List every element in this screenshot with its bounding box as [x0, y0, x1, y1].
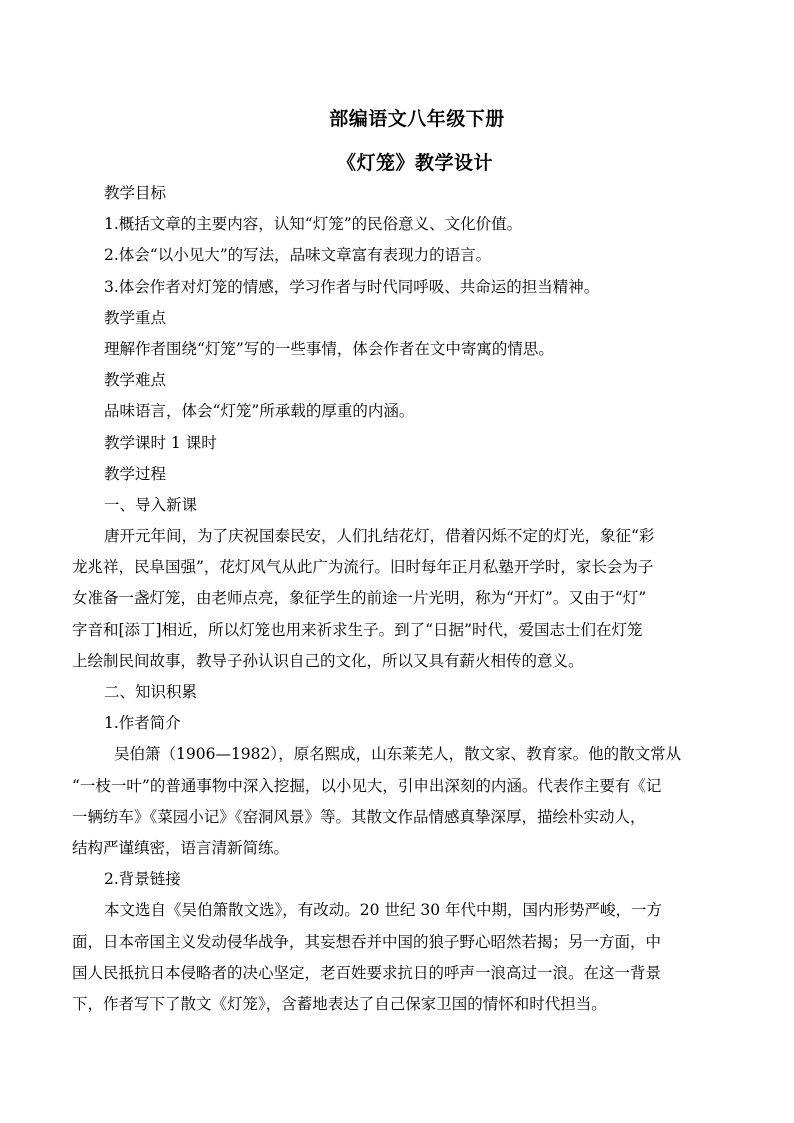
author-paragraph-line: 结构严谨缜密，语言清新简练。 — [72, 838, 290, 857]
section-heading-key-points: 教学重点 — [104, 308, 167, 327]
background-paragraph-line: 本文选自《吴伯箫散文选》，有改动。20 世纪 30 年代中期，国内形势严峻，一方 — [104, 901, 662, 920]
subsection-heading-intro: 一、导入新课 — [104, 495, 198, 514]
intro-paragraph-line: 女准备一盏灯笼，由老师点亮，象征学生的前途一片光明，称为“开灯”。又由于“灯” — [72, 589, 647, 608]
goal-item-2: 2.体会“以小见大”的写法，品味文章富有表现力的语言。 — [104, 246, 492, 265]
subsection-heading-knowledge: 二、知识积累 — [104, 683, 198, 701]
key-points-text: 理解作者围绕“灯笼”写的一些事情，体会作者在文中寄寓的情思。 — [104, 339, 554, 358]
item-heading-background: 2.背景链接 — [104, 870, 181, 889]
section-heading-process: 教学过程 — [104, 464, 167, 483]
intro-paragraph-line: 唐开元年间，为了庆祝国泰民安，人们扎结花灯，借着闪烁不定的灯光，象征“彩 — [104, 527, 655, 546]
background-paragraph-line: 国人民抵抗日本侵略者的决心坚定，老百姓要求抗日的呼声一浪高过一浪。在这一背景 — [72, 963, 662, 982]
document-title: 部编语文八年级下册 — [329, 108, 505, 130]
goal-item-3: 3.体会作者对灯笼的情感，学习作者与时代同呼吸、共命运的担当精神。 — [104, 277, 600, 296]
section-heading-goals: 教学目标 — [104, 184, 167, 202]
section-heading-difficulties: 教学难点 — [104, 371, 167, 390]
difficulties-text: 品味语言，体会“灯笼”所承载的厚重的内涵。 — [104, 402, 415, 421]
document-body — [72, 178, 724, 1020]
intro-paragraph-line: 龙兆祥，民阜国强”，花灯风气从此广为流行。旧时每年正月私塾开学时，家长会为子 — [72, 558, 654, 577]
item-heading-author: 1.作者简介 — [104, 714, 181, 733]
background-paragraph-line: 下，作者写下了散文《灯笼》，含蓄地表达了自己保家卫国的情怀和时代担当。 — [72, 994, 607, 1013]
author-paragraph-line: 一辆纺车》《菜园小记》《窑洞风景》等。其散文作品情感真挚深厚，描绘朴实动人， — [72, 807, 646, 826]
author-paragraph-line: “一枝一叶”的普通事物中深入挖掘，以小见大，引申出深刻的内涵。代表作主要有《记 — [72, 776, 662, 795]
intro-paragraph-line: 上绘制民间故事，教导子孙认识自己的文化，所以又具有薪火相传的意义。 — [72, 651, 584, 670]
background-paragraph-line: 面，日本帝国主义发动侵华战争，其妄想吞并中国的狼子野心昭然若揭；另一方面，中 — [72, 932, 662, 951]
intro-paragraph-line: 字音和[添丁]相近，所以灯笼也用来祈求生子。到了“日据”时代，爱国志士们在灯笼 — [72, 620, 643, 639]
class-hours-text: 教学课时 1 课时 — [104, 433, 217, 452]
document-subtitle: 《灯笼》教学设计 — [336, 152, 493, 174]
goal-item-1: 1.概括文章的主要内容，认知“灯笼”的民俗意义、文化价值。 — [104, 215, 523, 234]
author-paragraph-line: 吴伯箫（1906—1982），原名熙成，山东莱芜人，散文家、教育家。他的散文常从 — [114, 745, 682, 764]
